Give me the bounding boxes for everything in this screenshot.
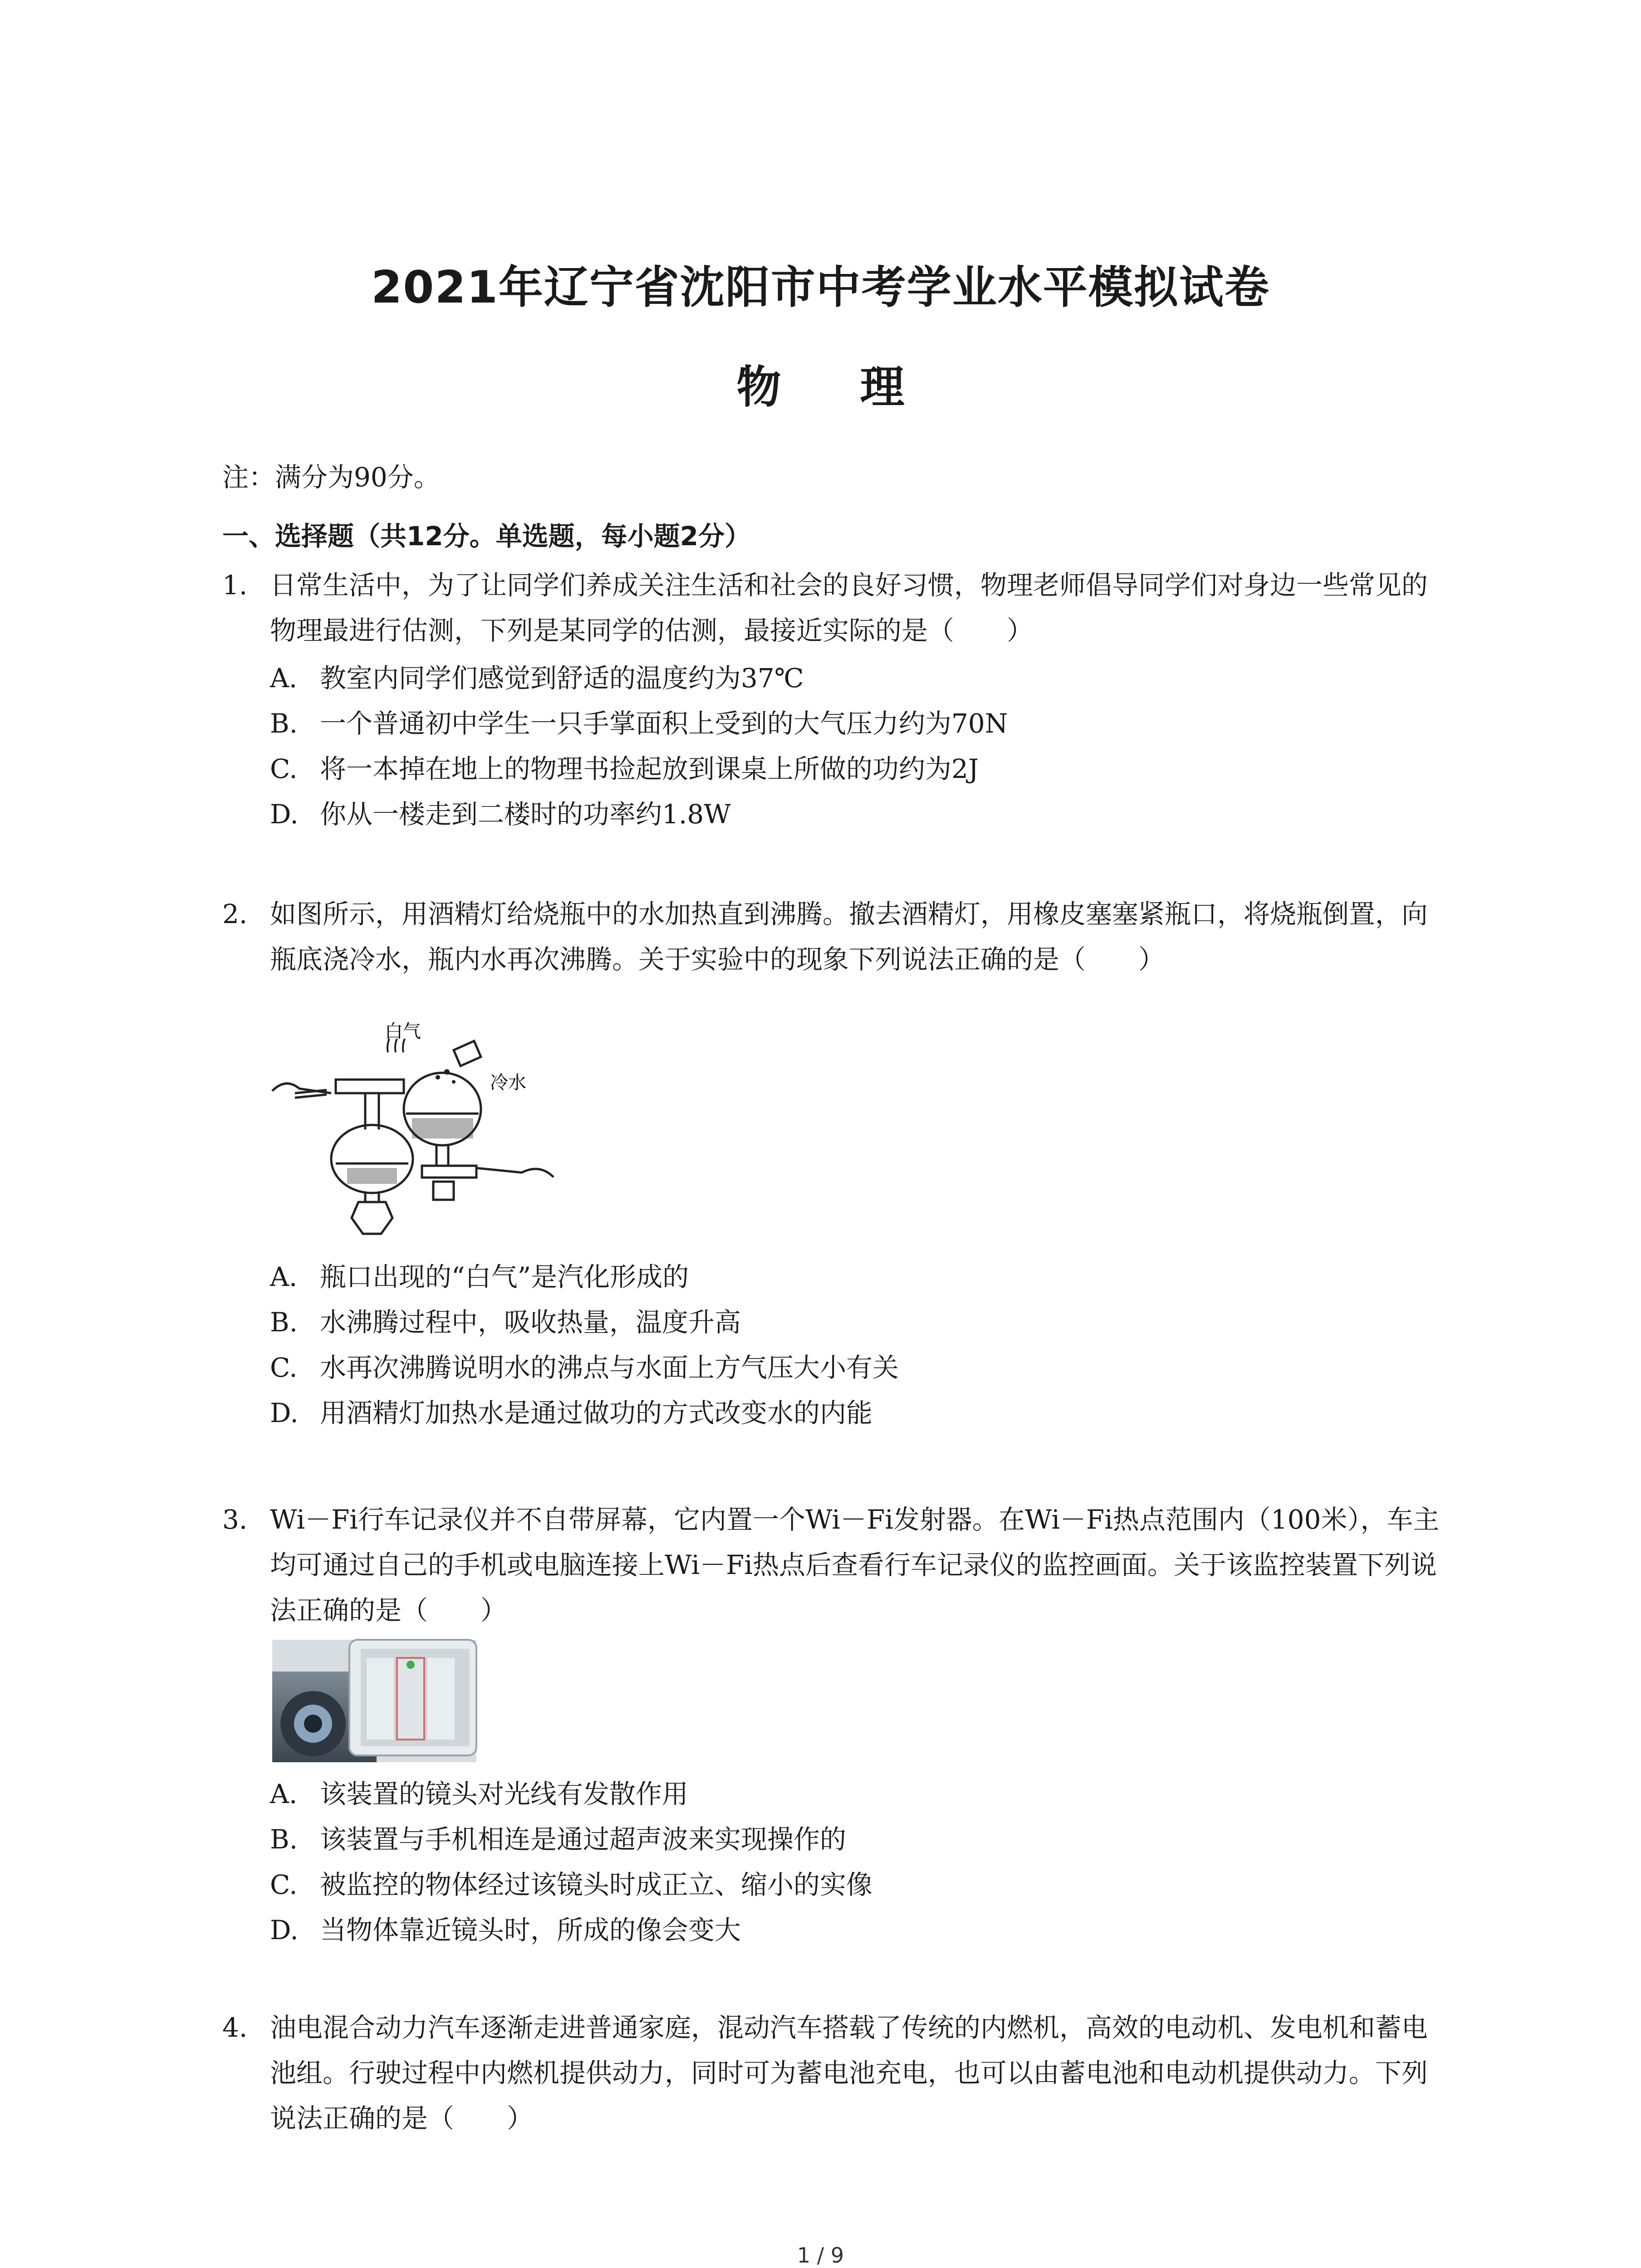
option-text: 瓶口出现的“白气”是汽化形成的 xyxy=(320,1261,689,1292)
question-number: 3. xyxy=(222,1504,248,1535)
option-d xyxy=(270,1390,872,1436)
option-letter: B. xyxy=(270,1307,298,1338)
option-c xyxy=(270,1345,899,1390)
option-a xyxy=(270,1771,688,1817)
option-text: 用酒精灯加热水是通过做功的方式改变水的内能 xyxy=(320,1398,873,1428)
exam-subject: 物 理 xyxy=(736,362,936,413)
steam-label: 白气 xyxy=(385,1021,421,1042)
option-c xyxy=(270,1862,872,1907)
option-b xyxy=(270,1300,741,1345)
option-letter: A. xyxy=(270,1779,298,1809)
page-number: 1 / 9 xyxy=(797,2243,844,2268)
option-text: 教室内同学们感觉到舒适的温度约为37℃ xyxy=(320,663,804,694)
option-d xyxy=(270,792,731,837)
question-stem: Wi－Fi行车记录仪并不自带屏幕，它内置一个Wi－Fi发射器。在Wi－Fi热点范围内（100米），车主均可通过自己的手机或电脑连接上Wi－Fi热点后查看行车记录仪的监控画面。关于该监控装置下列说法正确的是（ ） xyxy=(270,1504,1440,1626)
question-number: 4. xyxy=(222,2012,248,2043)
option-letter: C. xyxy=(270,1869,298,1900)
exam-title: 2021年辽宁省沈阳市中考学业水平模拟试卷 xyxy=(371,262,1270,313)
option-a xyxy=(270,1254,689,1300)
option-a xyxy=(270,655,804,701)
option-letter: D. xyxy=(270,1915,299,1945)
option-b xyxy=(270,1817,846,1862)
option-text: 水再次沸腾说明水的沸点与水面上方气压大小有关 xyxy=(320,1352,899,1383)
question-number: 2. xyxy=(222,899,248,929)
cold-water-label: 冷水 xyxy=(490,1072,526,1093)
option-text: 将一本掉在地上的物理书捡起放到课桌上所做的功约为2J xyxy=(320,753,979,784)
question-stem: 如图所示，用酒精灯给烧瓶中的水加热直到沸腾。撤去酒精灯，用橡皮塞塞紧瓶口，将烧瓶倒置，向瓶底浇冷水，瓶内水再次沸腾。关于实验中的现象下列说法正确的是（ ） xyxy=(270,899,1428,975)
question-4 xyxy=(222,2005,1447,2141)
option-text: 你从一楼走到二楼时的功率约1.8W xyxy=(320,799,731,830)
option-letter: C. xyxy=(270,753,298,784)
question-stem: 油电混合动力汽车逐渐走进普通家庭，混动汽车搭载了传统的内燃机，高效的电动机、发电机和蓄电池组。行驶过程中内燃机提供动力，同时可为蓄电池充电，也可以由蓄电池和电动机提供动力。下列说法正确的是（ ） xyxy=(270,2012,1428,2134)
question-3 xyxy=(222,1497,1447,1633)
option-text: 一个普通初中学生一只手掌面积上受到的大气压力约为70N xyxy=(320,708,1008,739)
question-2 xyxy=(222,891,1447,982)
option-text: 该装置的镜头对光线有发散作用 xyxy=(320,1779,689,1809)
option-letter: D. xyxy=(270,1398,299,1428)
section-heading: 一、选择题（共12分。单选题，每小题2分） xyxy=(222,521,751,552)
option-letter: D. xyxy=(270,799,299,830)
score-note: 注：满分为90分。 xyxy=(222,462,440,493)
option-c xyxy=(270,746,979,792)
option-b xyxy=(270,701,1008,746)
option-letter: A. xyxy=(270,1261,298,1292)
option-text: 水沸腾过程中，吸收热量，温度升高 xyxy=(320,1307,741,1338)
option-text: 该装置与手机相连是通过超声波来实现操作的 xyxy=(320,1824,847,1855)
option-d xyxy=(270,1907,741,1953)
question-stem: 日常生活中，为了让同学们养成关注生活和社会的良好习惯，物理老师倡导同学们对身边一些常见的物理最进行估测，下列是某同学的估测，最接近实际的是（ ） xyxy=(270,570,1428,646)
option-letter: B. xyxy=(270,1824,298,1855)
option-letter: C. xyxy=(270,1352,298,1383)
option-text: 被监控的物体经过该镜头时成正立、缩小的实像 xyxy=(320,1869,873,1900)
option-letter: B. xyxy=(270,708,298,739)
boiling-flask-figure xyxy=(268,1021,563,1241)
question-number: 1. xyxy=(222,570,248,601)
question-1 xyxy=(222,562,1447,653)
option-letter: A. xyxy=(270,663,298,694)
option-text: 当物体靠近镜头时，所成的像会变大 xyxy=(320,1915,741,1945)
dashcam-phone-photo xyxy=(272,1640,476,1762)
